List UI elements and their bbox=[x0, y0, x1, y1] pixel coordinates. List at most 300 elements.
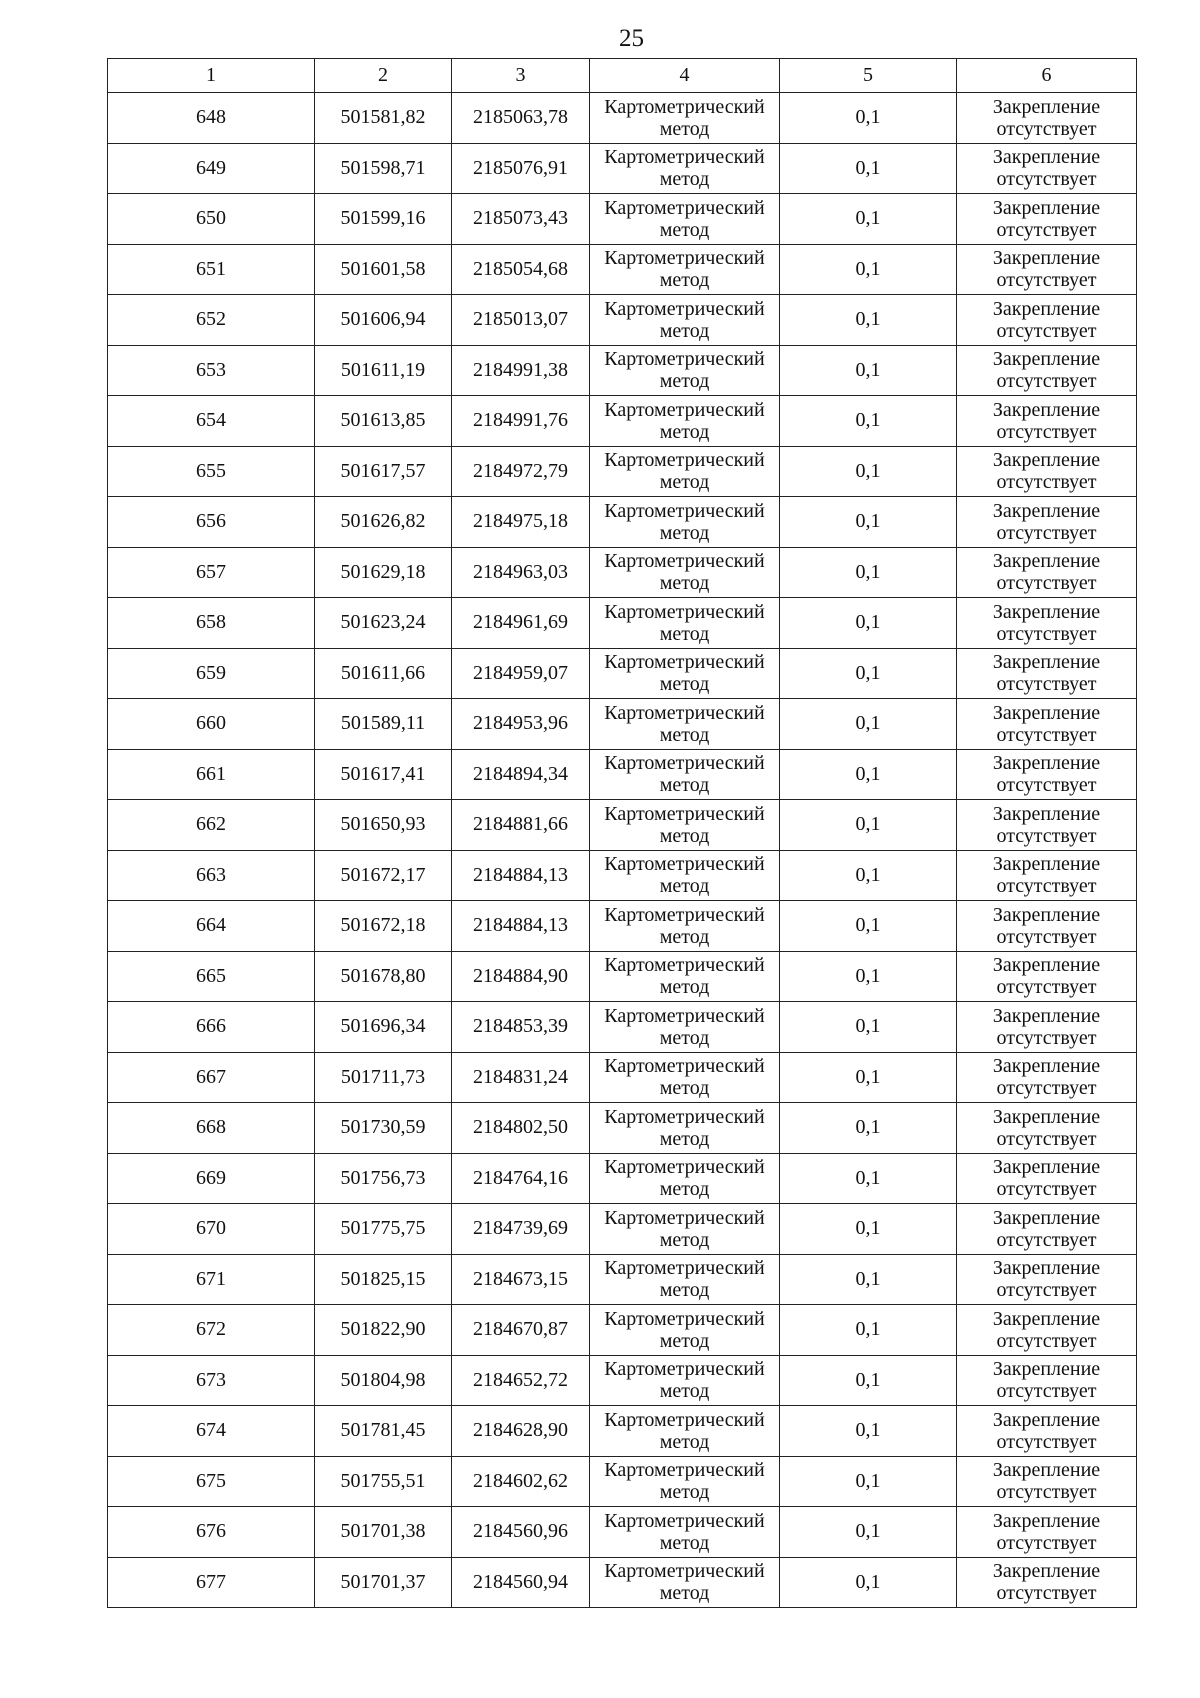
fixation-cell bbox=[957, 699, 1137, 750]
accuracy-value: 0,1 bbox=[780, 1355, 957, 1406]
accuracy-value: 0,1 bbox=[780, 345, 957, 396]
table-row bbox=[108, 951, 1137, 1002]
method-line-1: Картометрический bbox=[604, 398, 765, 421]
coordinate-x: 501825,15 bbox=[315, 1254, 452, 1305]
coordinate-y: 2185063,78 bbox=[452, 93, 590, 144]
method-cell bbox=[590, 244, 780, 295]
fixation-line-1: Закрепление bbox=[992, 1105, 1101, 1128]
method-line-1: Картометрический bbox=[604, 1509, 765, 1532]
table-row bbox=[108, 1557, 1137, 1608]
fixation-line-2: отсутствует bbox=[996, 1127, 1097, 1150]
coordinate-x: 501606,94 bbox=[315, 295, 452, 346]
coordinate-y: 2184560,94 bbox=[452, 1557, 590, 1608]
method-line-1: Картометрический bbox=[604, 954, 765, 977]
accuracy-value: 0,1 bbox=[780, 1456, 957, 1507]
point-number: 649 bbox=[108, 143, 315, 194]
fixation-line-1: Закрепление bbox=[992, 903, 1101, 926]
coordinate-x: 501672,17 bbox=[315, 850, 452, 901]
coordinate-y: 2185013,07 bbox=[452, 295, 590, 346]
accuracy-value: 0,1 bbox=[780, 143, 957, 194]
method-line-2: метод bbox=[659, 1026, 710, 1049]
accuracy-value: 0,1 bbox=[780, 194, 957, 245]
accuracy-value: 0,1 bbox=[780, 648, 957, 699]
fixation-cell bbox=[957, 1002, 1137, 1053]
method-line-1: Картометрический bbox=[604, 1307, 765, 1330]
method-cell bbox=[590, 1456, 780, 1507]
fixation-line-1: Закрепление bbox=[992, 954, 1101, 977]
method-cell bbox=[590, 1305, 780, 1356]
method-line-1: Картометрический bbox=[604, 297, 765, 320]
method-line-2: метод bbox=[659, 572, 710, 595]
fixation-line-1: Закрепление bbox=[992, 297, 1101, 320]
coordinate-y: 2185073,43 bbox=[452, 194, 590, 245]
table-row bbox=[108, 1305, 1137, 1356]
table-row bbox=[108, 345, 1137, 396]
table-row bbox=[108, 1507, 1137, 1558]
table-row bbox=[108, 244, 1137, 295]
method-line-1: Картометрический bbox=[604, 802, 765, 825]
fixation-cell bbox=[957, 194, 1137, 245]
fixation-cell bbox=[957, 446, 1137, 497]
coordinate-y: 2184884,13 bbox=[452, 850, 590, 901]
fixation-cell bbox=[957, 1305, 1137, 1356]
method-line-1: Картометрический bbox=[604, 550, 765, 573]
fixation-cell bbox=[957, 598, 1137, 649]
table-row bbox=[108, 1153, 1137, 1204]
method-line-2: метод bbox=[659, 723, 710, 746]
point-number: 671 bbox=[108, 1254, 315, 1305]
table-header bbox=[108, 59, 1137, 93]
method-line-2: метод bbox=[659, 269, 710, 292]
point-number: 675 bbox=[108, 1456, 315, 1507]
method-line-2: метод bbox=[659, 218, 710, 241]
coordinate-x: 501613,85 bbox=[315, 396, 452, 447]
fixation-line-2: отсутствует bbox=[996, 1228, 1097, 1251]
fixation-line-1: Закрепление bbox=[992, 1156, 1101, 1179]
coordinate-x: 501822,90 bbox=[315, 1305, 452, 1356]
accuracy-value: 0,1 bbox=[780, 1305, 957, 1356]
fixation-line-2: отсутствует bbox=[996, 1077, 1097, 1100]
fixation-line-1: Закрепление bbox=[992, 1408, 1101, 1431]
method-line-1: Картометрический bbox=[604, 95, 765, 118]
point-number: 670 bbox=[108, 1204, 315, 1255]
fixation-line-1: Закрепление bbox=[992, 146, 1101, 169]
fixation-line-1: Закрепление bbox=[992, 1560, 1101, 1583]
method-line-2: метод bbox=[659, 1279, 710, 1302]
method-line-1: Картометрический bbox=[604, 853, 765, 876]
table-row bbox=[108, 1406, 1137, 1457]
method-line-2: метод bbox=[659, 976, 710, 999]
accuracy-value: 0,1 bbox=[780, 396, 957, 447]
coordinate-x: 501626,82 bbox=[315, 497, 452, 548]
fixation-line-2: отсутствует bbox=[996, 1582, 1097, 1605]
method-line-1: Картометрический bbox=[604, 1408, 765, 1431]
fixation-cell bbox=[957, 143, 1137, 194]
fixation-line-2: отсутствует bbox=[996, 117, 1097, 140]
method-line-2: метод bbox=[659, 370, 710, 393]
table-row bbox=[108, 93, 1137, 144]
method-line-2: метод bbox=[659, 875, 710, 898]
point-number: 648 bbox=[108, 93, 315, 144]
coordinate-y: 2184894,34 bbox=[452, 749, 590, 800]
method-cell bbox=[590, 1507, 780, 1558]
method-line-1: Картометрический bbox=[604, 499, 765, 522]
method-cell bbox=[590, 648, 780, 699]
method-line-1: Картометрический bbox=[604, 1257, 765, 1280]
accuracy-value: 0,1 bbox=[780, 295, 957, 346]
method-line-2: метод bbox=[659, 319, 710, 342]
method-line-1: Картометрический bbox=[604, 1156, 765, 1179]
method-cell bbox=[590, 699, 780, 750]
method-cell bbox=[590, 901, 780, 952]
coordinate-x: 501756,73 bbox=[315, 1153, 452, 1204]
point-number: 653 bbox=[108, 345, 315, 396]
table-row bbox=[108, 1456, 1137, 1507]
fixation-line-2: отсутствует bbox=[996, 1481, 1097, 1504]
method-line-1: Картометрический bbox=[604, 348, 765, 371]
coordinate-y: 2184831,24 bbox=[452, 1052, 590, 1103]
method-line-2: метод bbox=[659, 1127, 710, 1150]
method-line-2: метод bbox=[659, 471, 710, 494]
coordinate-y: 2184959,07 bbox=[452, 648, 590, 699]
method-cell bbox=[590, 749, 780, 800]
fixation-line-1: Закрепление bbox=[992, 1206, 1101, 1229]
method-line-2: метод bbox=[659, 521, 710, 544]
fixation-line-2: отсутствует bbox=[996, 218, 1097, 241]
method-line-2: метод bbox=[659, 622, 710, 645]
fixation-line-1: Закрепление bbox=[992, 95, 1101, 118]
table-row bbox=[108, 901, 1137, 952]
coordinate-y: 2184961,69 bbox=[452, 598, 590, 649]
coordinate-y: 2185076,91 bbox=[452, 143, 590, 194]
header-col-4: 4 bbox=[590, 59, 780, 93]
method-cell bbox=[590, 396, 780, 447]
fixation-cell bbox=[957, 1456, 1137, 1507]
method-line-2: метод bbox=[659, 1178, 710, 1201]
fixation-line-2: отсутствует bbox=[996, 168, 1097, 191]
fixation-cell bbox=[957, 1507, 1137, 1558]
accuracy-value: 0,1 bbox=[780, 1153, 957, 1204]
table-row bbox=[108, 800, 1137, 851]
fixation-line-2: отсутствует bbox=[996, 1329, 1097, 1352]
coordinate-y: 2184853,39 bbox=[452, 1002, 590, 1053]
point-number: 650 bbox=[108, 194, 315, 245]
method-line-2: метод bbox=[659, 1329, 710, 1352]
fixation-line-2: отсутствует bbox=[996, 471, 1097, 494]
fixation-line-1: Закрепление bbox=[992, 550, 1101, 573]
method-line-1: Картометрический bbox=[604, 1459, 765, 1482]
fixation-line-1: Закрепление bbox=[992, 449, 1101, 472]
header-col-5: 5 bbox=[780, 59, 957, 93]
method-cell bbox=[590, 1557, 780, 1608]
point-number: 652 bbox=[108, 295, 315, 346]
method-line-2: метод bbox=[659, 1380, 710, 1403]
method-line-2: метод bbox=[659, 673, 710, 696]
method-line-2: метод bbox=[659, 1077, 710, 1100]
table-row bbox=[108, 1355, 1137, 1406]
point-number: 660 bbox=[108, 699, 315, 750]
table-body bbox=[108, 93, 1137, 1608]
accuracy-value: 0,1 bbox=[780, 1103, 957, 1154]
header-col-6: 6 bbox=[957, 59, 1137, 93]
fixation-cell bbox=[957, 749, 1137, 800]
coordinate-x: 501601,58 bbox=[315, 244, 452, 295]
fixation-line-1: Закрепление bbox=[992, 196, 1101, 219]
point-number: 658 bbox=[108, 598, 315, 649]
fixation-line-1: Закрепление bbox=[992, 499, 1101, 522]
fixation-line-2: отсутствует bbox=[996, 925, 1097, 948]
fixation-line-2: отсутствует bbox=[996, 420, 1097, 443]
point-number: 651 bbox=[108, 244, 315, 295]
table-row bbox=[108, 699, 1137, 750]
method-line-1: Картометрический bbox=[604, 196, 765, 219]
accuracy-value: 0,1 bbox=[780, 1507, 957, 1558]
fixation-line-1: Закрепление bbox=[992, 752, 1101, 775]
method-cell bbox=[590, 598, 780, 649]
method-cell bbox=[590, 1002, 780, 1053]
coordinate-y: 2184628,90 bbox=[452, 1406, 590, 1457]
method-line-2: метод bbox=[659, 1228, 710, 1251]
accuracy-value: 0,1 bbox=[780, 1052, 957, 1103]
fixation-cell bbox=[957, 497, 1137, 548]
accuracy-value: 0,1 bbox=[780, 446, 957, 497]
coordinate-x: 501730,59 bbox=[315, 1103, 452, 1154]
table-row bbox=[108, 1002, 1137, 1053]
fixation-line-2: отсутствует bbox=[996, 1178, 1097, 1201]
coordinate-x: 501701,38 bbox=[315, 1507, 452, 1558]
header-col-3: 3 bbox=[452, 59, 590, 93]
method-cell bbox=[590, 1153, 780, 1204]
coordinate-x: 501781,45 bbox=[315, 1406, 452, 1457]
coordinate-x: 501701,37 bbox=[315, 1557, 452, 1608]
accuracy-value: 0,1 bbox=[780, 951, 957, 1002]
point-number: 666 bbox=[108, 1002, 315, 1053]
fixation-cell bbox=[957, 800, 1137, 851]
fixation-line-1: Закрепление bbox=[992, 651, 1101, 674]
fixation-cell bbox=[957, 1355, 1137, 1406]
fixation-cell bbox=[957, 901, 1137, 952]
fixation-cell bbox=[957, 1204, 1137, 1255]
fixation-cell bbox=[957, 396, 1137, 447]
coordinate-x: 501650,93 bbox=[315, 800, 452, 851]
method-line-1: Картометрический bbox=[604, 752, 765, 775]
fixation-line-2: отсутствует bbox=[996, 875, 1097, 898]
method-line-1: Картометрический bbox=[604, 1560, 765, 1583]
table-row bbox=[108, 143, 1137, 194]
fixation-line-2: отсутствует bbox=[996, 673, 1097, 696]
coordinate-y: 2184953,96 bbox=[452, 699, 590, 750]
coordinate-y: 2184991,38 bbox=[452, 345, 590, 396]
method-line-2: метод bbox=[659, 774, 710, 797]
accuracy-value: 0,1 bbox=[780, 598, 957, 649]
fixation-line-1: Закрепление bbox=[992, 1358, 1101, 1381]
method-line-2: метод bbox=[659, 117, 710, 140]
table-row bbox=[108, 295, 1137, 346]
fixation-line-1: Закрепление bbox=[992, 1459, 1101, 1482]
table-row bbox=[108, 1103, 1137, 1154]
accuracy-value: 0,1 bbox=[780, 749, 957, 800]
point-number: 662 bbox=[108, 800, 315, 851]
point-number: 673 bbox=[108, 1355, 315, 1406]
method-line-1: Картометрический bbox=[604, 1105, 765, 1128]
point-number: 659 bbox=[108, 648, 315, 699]
point-number: 665 bbox=[108, 951, 315, 1002]
coordinate-x: 501629,18 bbox=[315, 547, 452, 598]
table-row bbox=[108, 598, 1137, 649]
fixation-line-1: Закрепление bbox=[992, 1257, 1101, 1280]
accuracy-value: 0,1 bbox=[780, 699, 957, 750]
accuracy-value: 0,1 bbox=[780, 1557, 957, 1608]
header-col-1: 1 bbox=[108, 59, 315, 93]
coordinate-x: 501711,73 bbox=[315, 1052, 452, 1103]
coordinates-table bbox=[107, 58, 1137, 1608]
method-cell bbox=[590, 951, 780, 1002]
method-line-1: Картометрический bbox=[604, 1358, 765, 1381]
coordinate-y: 2184602,62 bbox=[452, 1456, 590, 1507]
coordinate-y: 2184764,16 bbox=[452, 1153, 590, 1204]
point-number: 663 bbox=[108, 850, 315, 901]
point-number: 655 bbox=[108, 446, 315, 497]
fixation-line-1: Закрепление bbox=[992, 853, 1101, 876]
fixation-line-2: отсутствует bbox=[996, 723, 1097, 746]
table-row bbox=[108, 1204, 1137, 1255]
accuracy-value: 0,1 bbox=[780, 547, 957, 598]
table-row bbox=[108, 194, 1137, 245]
coordinate-y: 2184963,03 bbox=[452, 547, 590, 598]
fixation-line-2: отсутствует bbox=[996, 319, 1097, 342]
method-cell bbox=[590, 295, 780, 346]
coordinate-x: 501755,51 bbox=[315, 1456, 452, 1507]
coordinate-x: 501804,98 bbox=[315, 1355, 452, 1406]
accuracy-value: 0,1 bbox=[780, 1204, 957, 1255]
table-row bbox=[108, 1254, 1137, 1305]
method-line-1: Картометрический bbox=[604, 1004, 765, 1027]
fixation-line-2: отсутствует bbox=[996, 521, 1097, 544]
fixation-line-1: Закрепление bbox=[992, 1307, 1101, 1330]
method-line-1: Картометрический bbox=[604, 449, 765, 472]
table-row bbox=[108, 446, 1137, 497]
point-number: 667 bbox=[108, 1052, 315, 1103]
coordinate-x: 501611,66 bbox=[315, 648, 452, 699]
method-line-2: метод bbox=[659, 1481, 710, 1504]
point-number: 661 bbox=[108, 749, 315, 800]
table-row bbox=[108, 396, 1137, 447]
method-line-1: Картометрический bbox=[604, 903, 765, 926]
fixation-line-2: отсутствует bbox=[996, 1380, 1097, 1403]
fixation-line-1: Закрепление bbox=[992, 1055, 1101, 1078]
fixation-cell bbox=[957, 951, 1137, 1002]
fixation-line-2: отсутствует bbox=[996, 1430, 1097, 1453]
method-cell bbox=[590, 800, 780, 851]
point-number: 669 bbox=[108, 1153, 315, 1204]
method-line-1: Картометрический bbox=[604, 651, 765, 674]
coordinate-y: 2184881,66 bbox=[452, 800, 590, 851]
fixation-cell bbox=[957, 244, 1137, 295]
coordinate-x: 501581,82 bbox=[315, 93, 452, 144]
point-number: 674 bbox=[108, 1406, 315, 1457]
table-row bbox=[108, 850, 1137, 901]
method-line-1: Картометрический bbox=[604, 600, 765, 623]
coordinate-x: 501599,16 bbox=[315, 194, 452, 245]
accuracy-value: 0,1 bbox=[780, 1406, 957, 1457]
accuracy-value: 0,1 bbox=[780, 244, 957, 295]
fixation-line-2: отсутствует bbox=[996, 370, 1097, 393]
method-cell bbox=[590, 93, 780, 144]
fixation-line-1: Закрепление bbox=[992, 1509, 1101, 1532]
point-number: 654 bbox=[108, 396, 315, 447]
fixation-cell bbox=[957, 1153, 1137, 1204]
point-number: 677 bbox=[108, 1557, 315, 1608]
fixation-cell bbox=[957, 1406, 1137, 1457]
fixation-cell bbox=[957, 850, 1137, 901]
coordinate-x: 501611,19 bbox=[315, 345, 452, 396]
fixation-line-1: Закрепление bbox=[992, 348, 1101, 371]
coordinate-y: 2184802,50 bbox=[452, 1103, 590, 1154]
method-cell bbox=[590, 1204, 780, 1255]
point-number: 676 bbox=[108, 1507, 315, 1558]
method-line-2: метод bbox=[659, 824, 710, 847]
fixation-cell bbox=[957, 345, 1137, 396]
fixation-line-1: Закрепление bbox=[992, 701, 1101, 724]
fixation-line-1: Закрепление bbox=[992, 247, 1101, 270]
accuracy-value: 0,1 bbox=[780, 800, 957, 851]
table-row bbox=[108, 648, 1137, 699]
coordinate-y: 2184652,72 bbox=[452, 1355, 590, 1406]
fixation-line-1: Закрепление bbox=[992, 802, 1101, 825]
fixation-line-1: Закрепление bbox=[992, 600, 1101, 623]
fixation-line-2: отсутствует bbox=[996, 1026, 1097, 1049]
method-cell bbox=[590, 143, 780, 194]
coordinate-x: 501696,34 bbox=[315, 1002, 452, 1053]
method-line-1: Картометрический bbox=[604, 146, 765, 169]
method-cell bbox=[590, 850, 780, 901]
coordinate-x: 501589,11 bbox=[315, 699, 452, 750]
coordinate-y: 2184673,15 bbox=[452, 1254, 590, 1305]
fixation-cell bbox=[957, 1052, 1137, 1103]
fixation-line-2: отсутствует bbox=[996, 976, 1097, 999]
coordinate-x: 501775,75 bbox=[315, 1204, 452, 1255]
method-cell bbox=[590, 1254, 780, 1305]
coordinate-y: 2184884,90 bbox=[452, 951, 590, 1002]
accuracy-value: 0,1 bbox=[780, 1002, 957, 1053]
point-number: 656 bbox=[108, 497, 315, 548]
method-line-1: Картометрический bbox=[604, 247, 765, 270]
method-cell bbox=[590, 345, 780, 396]
method-cell bbox=[590, 1052, 780, 1103]
fixation-line-2: отсутствует bbox=[996, 622, 1097, 645]
table-row bbox=[108, 547, 1137, 598]
coordinate-y: 2184975,18 bbox=[452, 497, 590, 548]
fixation-line-2: отсутствует bbox=[996, 824, 1097, 847]
coordinate-y: 2184670,87 bbox=[452, 1305, 590, 1356]
point-number: 664 bbox=[108, 901, 315, 952]
coordinate-x: 501617,41 bbox=[315, 749, 452, 800]
method-cell bbox=[590, 547, 780, 598]
fixation-line-2: отсутствует bbox=[996, 1531, 1097, 1554]
coordinate-y: 2184884,13 bbox=[452, 901, 590, 952]
fixation-cell bbox=[957, 547, 1137, 598]
method-cell bbox=[590, 446, 780, 497]
fixation-cell bbox=[957, 1254, 1137, 1305]
method-cell bbox=[590, 194, 780, 245]
header-col-2: 2 bbox=[315, 59, 452, 93]
coordinate-y: 2184560,96 bbox=[452, 1507, 590, 1558]
accuracy-value: 0,1 bbox=[780, 93, 957, 144]
accuracy-value: 0,1 bbox=[780, 1254, 957, 1305]
fixation-cell bbox=[957, 1557, 1137, 1608]
method-cell bbox=[590, 1406, 780, 1457]
method-line-2: метод bbox=[659, 1531, 710, 1554]
